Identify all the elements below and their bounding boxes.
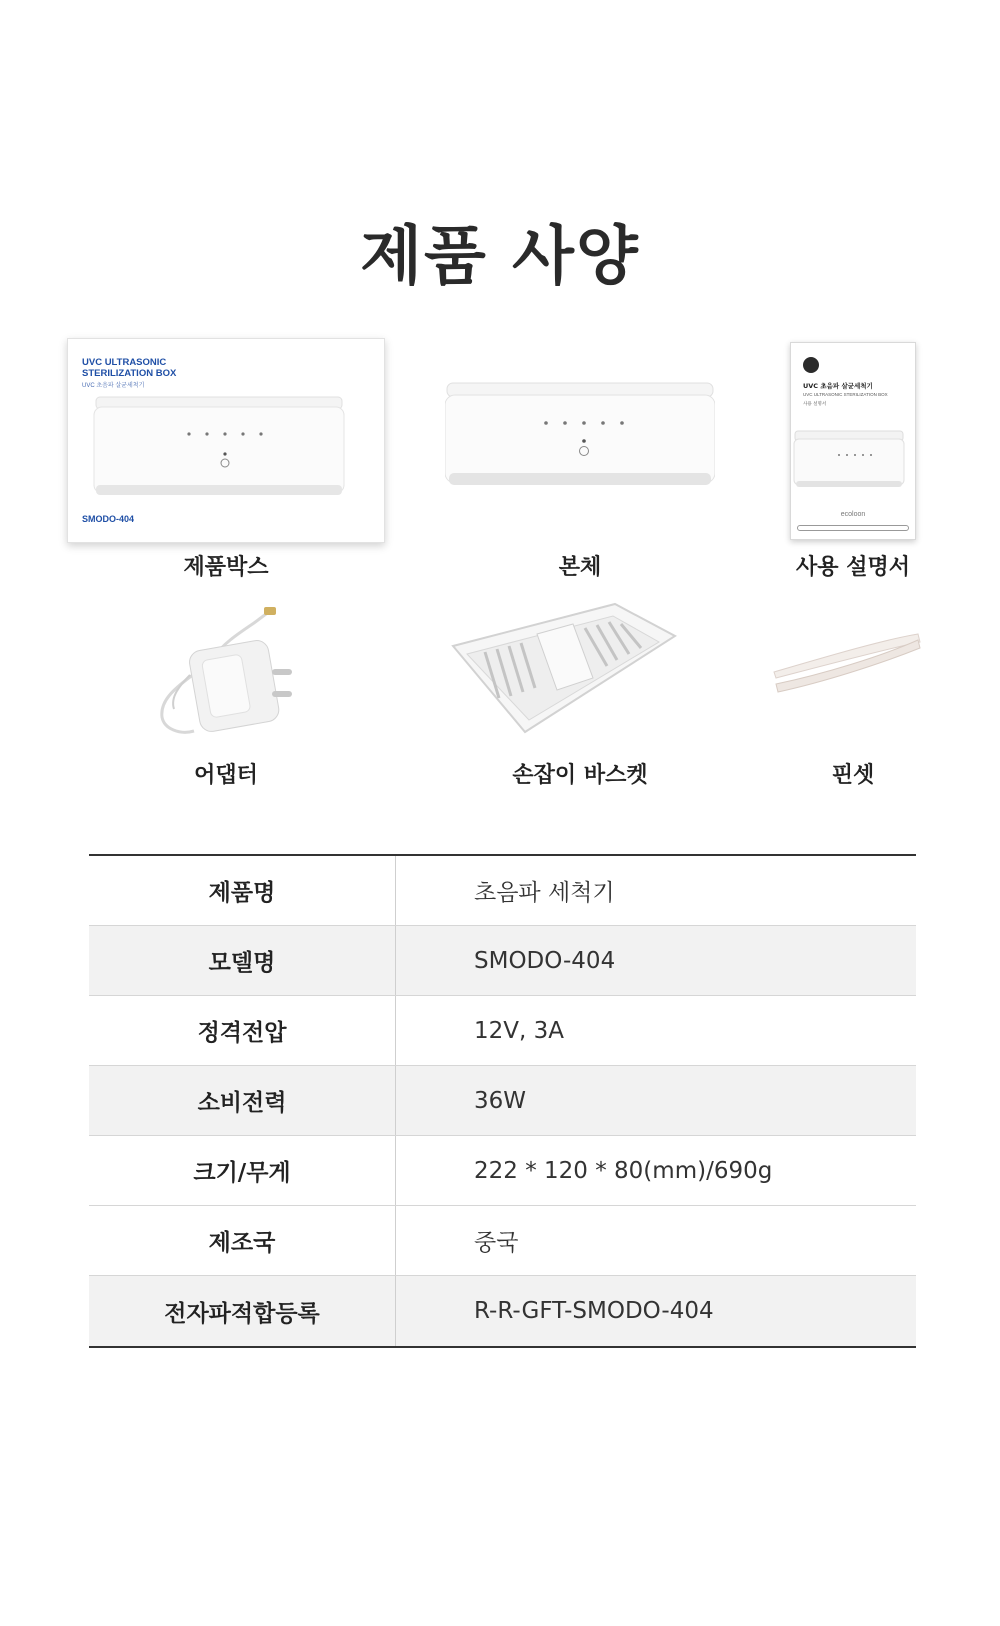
box-model: SMODO-404: [82, 514, 135, 524]
spec-key: 모델명: [89, 926, 396, 995]
component-label-main-unit: 본체: [558, 555, 602, 580]
manual-brand: ecoloon: [840, 511, 866, 518]
basket-image: [445, 600, 680, 740]
spec-key: 제조국: [89, 1206, 396, 1275]
manual-title: UVC 초음파 살균세척기: [803, 382, 873, 390]
manual-subtitle: UVC ULTRASONIC STERILIZATION BOX: [803, 392, 888, 397]
spec-value: 36W: [474, 1087, 527, 1114]
tweezers-image: [772, 630, 922, 710]
spec-key: 제품명: [89, 856, 396, 925]
spec-table: [89, 854, 916, 1348]
table-row: [89, 1206, 916, 1276]
table-row: [89, 1136, 916, 1206]
spec-value: 12V, 3A: [474, 1017, 564, 1044]
manual-footer-bar: [797, 525, 909, 531]
spec-value: SMODO-404: [474, 947, 616, 974]
manual-image: [790, 342, 916, 540]
component-label-basket: 손잡이 바스켓: [512, 763, 648, 788]
box-title: UVC ULTRASONIC STERILIZATION BOX: [82, 357, 177, 379]
table-row: [89, 926, 916, 996]
manual-subtitle-2: 사용 설명서: [803, 402, 827, 407]
table-row: [89, 1276, 916, 1346]
spec-value: 초음파 세척기: [474, 880, 615, 906]
manual-device-illustration: [791, 417, 915, 507]
component-label-manual: 사용 설명서: [796, 555, 910, 580]
component-label-adapter: 어댑터: [194, 763, 258, 788]
spec-key: 전자파적합등록: [89, 1276, 396, 1346]
spec-key: 크기/무게: [89, 1136, 396, 1205]
component-label-tweezers: 핀셋: [831, 763, 875, 788]
brand-logo-icon: [803, 357, 819, 373]
spec-value: 222 * 120 * 80(mm)/690g: [474, 1157, 773, 1184]
table-row: [89, 1066, 916, 1136]
spec-value: R-R-GFT-SMODO-404: [474, 1298, 714, 1324]
main-device-image: [445, 375, 715, 495]
table-row: [89, 856, 916, 926]
page-title: 제품 사양: [360, 220, 640, 294]
box-subtitle: UVC 초음파 살균세척기: [82, 383, 145, 389]
spec-key: 소비전력: [89, 1066, 396, 1135]
product-box-image: [67, 338, 385, 543]
table-row: [89, 996, 916, 1066]
spec-key: 정격전압: [89, 996, 396, 1065]
spec-value: 중국: [474, 1230, 519, 1256]
component-label-box: 제품박스: [183, 555, 269, 580]
adapter-image: [150, 605, 310, 745]
